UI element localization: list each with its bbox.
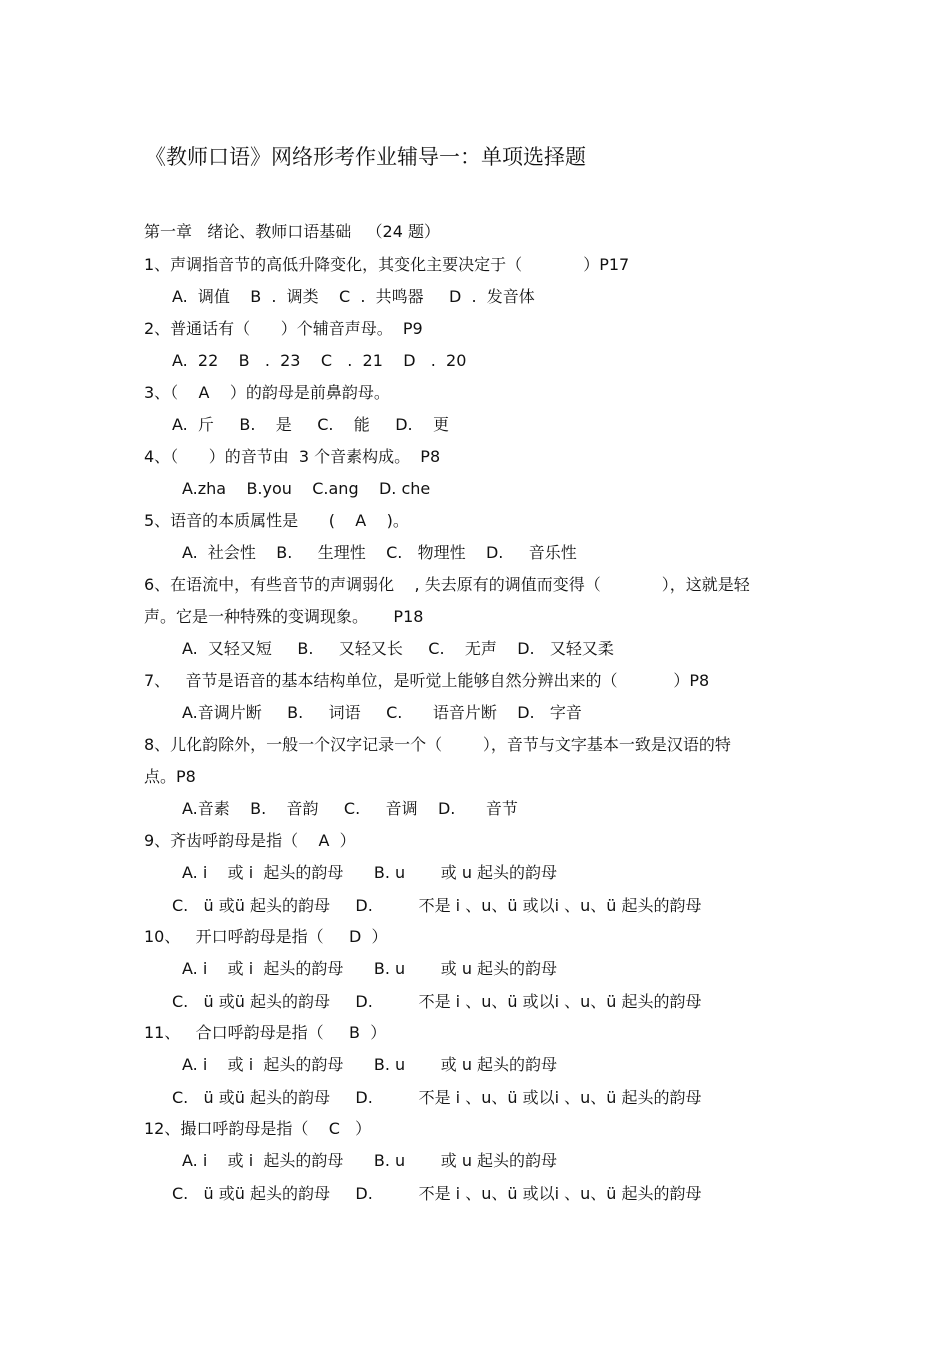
question-2-options: A. 22 B . 23 C . 21 D . 20 [172, 351, 467, 370]
question-3: 3、（ A ）的韵母是前鼻韵母。 [144, 383, 390, 402]
question-10-options-cd: C. ü 或ü 起头的韵母 D. 不是 i 、u、ü 或以i 、u、ü 起头的韵母 [172, 992, 702, 1011]
question-8-line-1: 8、儿化韵除外，一般一个汉字记录一个（ ），音节与文字基本一致是汉语的特 [144, 735, 731, 754]
question-11: 11、 合口呼韵母是指（ B ） [144, 1023, 387, 1042]
question-12-options-ab: A. i 或 i 起头的韵母 B. u 或 u 起头的韵母 [182, 1151, 558, 1170]
question-12-options-cd: C. ü 或ü 起头的韵母 D. 不是 i 、u、ü 或以i 、u、ü 起头的韵母 [172, 1184, 702, 1203]
question-12: 12、撮口呼韵母是指（ C ） [144, 1119, 372, 1138]
question-1: 1、声调指音节的高低升降变化，其变化主要决定于（ ）P17 [144, 255, 630, 274]
question-4-options: A.zha B.you C.ang D. che [182, 479, 431, 498]
question-3-options: A. 斤 B. 是 C. 能 D. 更 [172, 415, 449, 434]
question-9-options-cd: C. ü 或ü 起头的韵母 D. 不是 i 、u、ü 或以i 、u、ü 起头的韵母 [172, 896, 702, 915]
question-7-options: A.音调片断 B. 词语 C. 语音片断 D. 字音 [182, 703, 582, 722]
question-9: 9、齐齿呼韵母是指（ A ） [144, 831, 356, 850]
question-5: 5、语音的本质属性是 ( A )。 [144, 511, 409, 530]
question-8-options: A.音素 B. 音韵 C. 音调 D. 音节 [182, 799, 518, 818]
document-title: 《教师口语》网络形考作业辅导一：单项选择题 [145, 145, 586, 169]
question-10: 10、 开口呼韵母是指（ D ） [144, 927, 388, 946]
question-5-options: A. 社会性 B. 生理性 C. 物理性 D. 音乐性 [182, 543, 577, 562]
question-11-options-ab: A. i 或 i 起头的韵母 B. u 或 u 起头的韵母 [182, 1055, 558, 1074]
chapter-heading: 第一章 绪论、教师口语基础 （24 题） [144, 222, 440, 241]
question-6-line-2: 声。它是一种特殊的变调现象。 P18 [144, 607, 424, 626]
question-11-options-cd: C. ü 或ü 起头的韵母 D. 不是 i 、u、ü 或以i 、u、ü 起头的韵母 [172, 1088, 702, 1107]
question-2: 2、普通话有（ ）个辅音声母。 P9 [144, 319, 423, 338]
question-4: 4、（ ）的音节由 3 个音素构成。 P8 [144, 447, 441, 466]
question-7: 7、 音节是语音的基本结构单位，是听觉上能够自然分辨出来的（ ）P8 [144, 671, 710, 690]
question-6-options: A. 又轻又短 B. 又轻又长 C. 无声 D. 又轻又柔 [182, 639, 614, 658]
question-9-options-ab: A. i 或 i 起头的韵母 B. u 或 u 起头的韵母 [182, 863, 558, 882]
question-1-options: A. 调值 B . 调类 C . 共鸣器 D . 发音体 [172, 287, 535, 306]
question-6-line-1: 6、在语流中，有些音节的声调弱化 , 失去原有的调值而变得（ ），这就是轻 [144, 575, 750, 594]
question-8-line-2: 点。P8 [144, 767, 196, 786]
question-10-options-ab: A. i 或 i 起头的韵母 B. u 或 u 起头的韵母 [182, 959, 558, 978]
